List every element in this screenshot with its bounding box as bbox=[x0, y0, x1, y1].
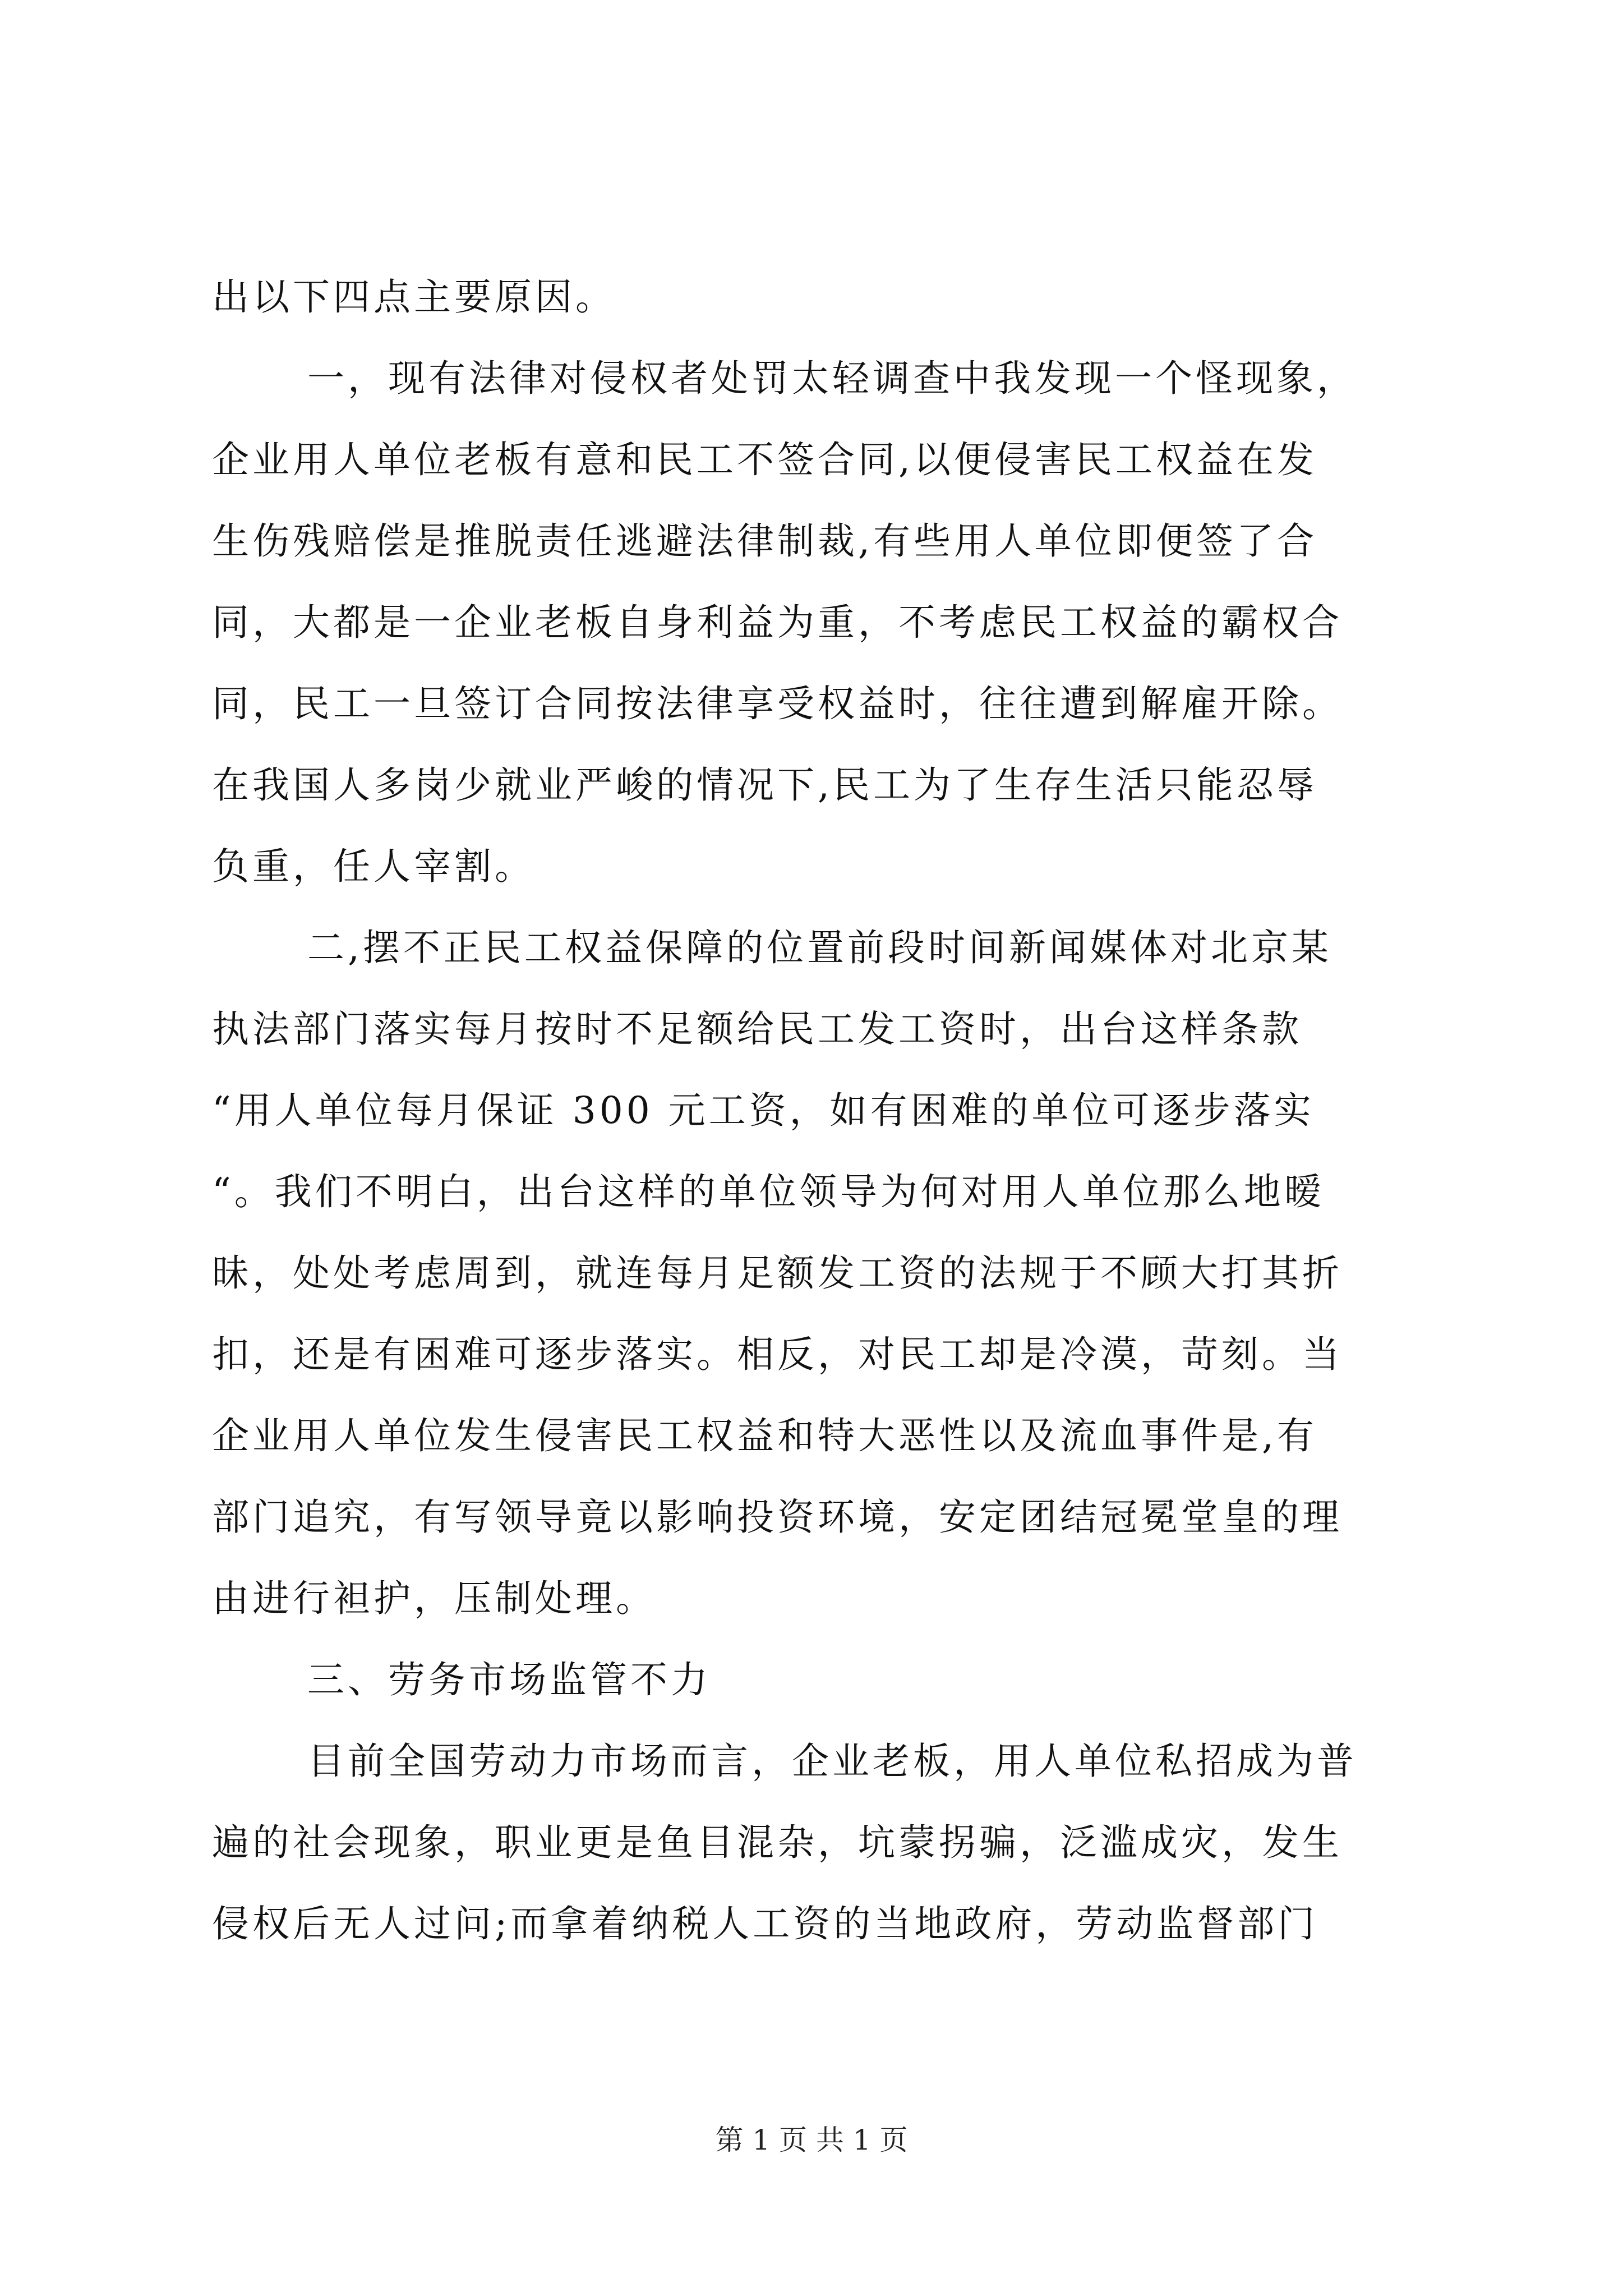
text-line: 企业用人单位老板有意和民工不签合同,以便侵害民工权益在发 bbox=[212, 438, 1317, 481]
section-heading: 三、劳务市场监管不力 bbox=[307, 1658, 711, 1701]
text-line: 出以下四点主要原因。 bbox=[212, 275, 616, 319]
text-line: 遍的社会现象，职业更是鱼目混杂，坑蒙拐骗，泛滥成灾，发生 bbox=[212, 1821, 1343, 1864]
text-line: 扣，还是有困难可逐步落实。相反，对民工却是冷漠，苛刻。当 bbox=[212, 1333, 1343, 1376]
text-line: 一，现有法律对侵权者处罚太轻调查中我发现一个怪现象， bbox=[307, 357, 1357, 400]
text-line: 侵权后无人过问;而拿着纳税人工资的当地政府，劳动监督部门 bbox=[212, 1902, 1318, 1945]
text-line: “。我们不明白，出台这样的单位领导为何对用人单位那么地暧 bbox=[212, 1170, 1325, 1213]
text-line: 同，民工一旦签订合同按法律享受权益时，往往遭到解雇开除。 bbox=[212, 682, 1343, 725]
text-line: 生伤残赔偿是推脱责任逃避法律制裁,有些用人单位即便签了合 bbox=[212, 519, 1317, 563]
text-line: 执法部门落实每月按时不足额给民工发工资时，出台这样条款 bbox=[212, 1007, 1302, 1051]
text-line: 负重，任人宰割。 bbox=[212, 845, 535, 888]
text-line: 二,摆不正民工权益保障的位置前段时间新闻媒体对北京某 bbox=[307, 926, 1332, 969]
text-line: 由进行袒护，压制处理。 bbox=[212, 1577, 656, 1620]
text-line: 目前全国劳动力市场而言，企业老板，用人单位私招成为普 bbox=[307, 1740, 1357, 1783]
text-line: 在我国人多岗少就业严峻的情况下,民工为了生存生活只能忍辱 bbox=[212, 763, 1317, 807]
text-line: 企业用人单位发生侵害民工权益和特大恶性以及流血事件是,有 bbox=[212, 1414, 1317, 1457]
page-footer: 第 1 页 共 1 页 bbox=[715, 2124, 908, 2156]
text-line: 昧，处处考虑周到，就连每月足额发工资的法规于不顾大打其折 bbox=[212, 1251, 1343, 1295]
text-line: “用人单位每月保证 300 元工资，如有困难的单位可逐步落实 bbox=[212, 1089, 1315, 1132]
text-line: 同，大都是一企业老板自身利益为重，不考虑民工权益的霸权合 bbox=[212, 601, 1343, 644]
text-line: 部门追究，有写领导竟以影响投资环境，安定团结冠冕堂皇的理 bbox=[212, 1496, 1343, 1539]
